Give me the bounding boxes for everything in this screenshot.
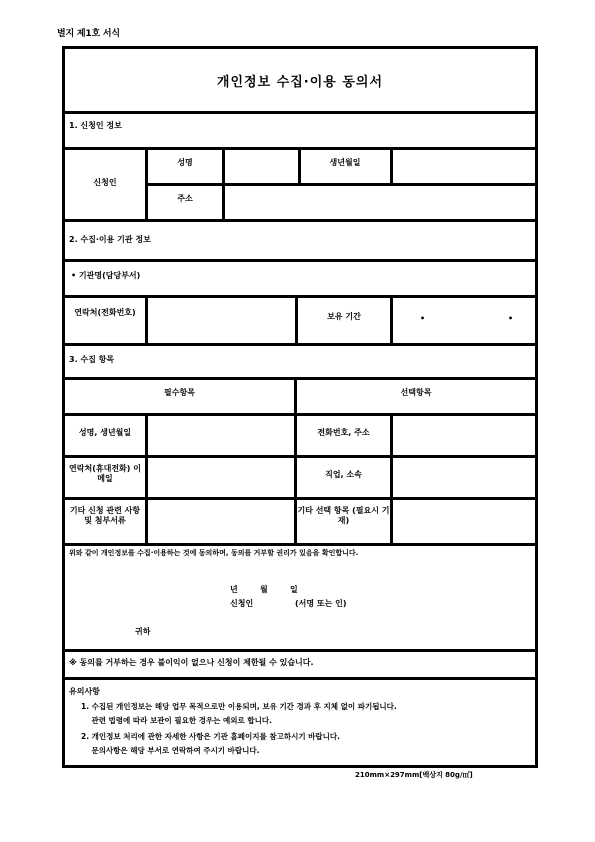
items-row	[65, 497, 535, 543]
consent-statement: 위와 같이 개인정보를 수집·이용하는 것에 동의하며, 동의를 거부할 권리가 있음을 확인합니다.	[69, 549, 359, 557]
form-number: 별지 제1호 서식	[57, 29, 120, 39]
form-title: 개인정보 수집·이용 동의서	[216, 75, 384, 90]
divider	[222, 150, 225, 219]
agency-row	[65, 259, 535, 295]
notes-line: 문의사항은 해당 부서로 연락하여 주시기 바랍니다.	[81, 746, 260, 755]
item-left-label: 연락처(휴대전화) 이메일	[69, 464, 141, 483]
item-right-label: 직업, 소속	[325, 470, 362, 479]
page-footer: 210mm×297mm[백상지 80g/㎡]	[355, 771, 473, 779]
consent-recipient: 귀하	[135, 627, 151, 636]
applicant-section-band	[65, 111, 535, 147]
divider	[390, 416, 393, 455]
divider	[390, 458, 393, 497]
item-left-label: 성명, 생년월일	[78, 428, 132, 437]
contact-row	[65, 295, 535, 343]
items-header-left: 필수항목	[164, 388, 195, 397]
applicant-block	[65, 147, 535, 219]
period-from[interactable]: •	[420, 314, 426, 323]
birth-label: 생년월일	[329, 158, 361, 167]
agency-name-label: • 기관명(담당부서)	[71, 271, 141, 280]
period-to[interactable]: •	[508, 314, 514, 323]
phone-label: 연락처(전화번호)	[74, 308, 136, 317]
notes-title: 유의사항	[69, 687, 100, 696]
divider	[145, 458, 148, 497]
item-left-label: 기타 신청 관련 사항 및 첨부서류	[69, 506, 141, 525]
item-right-label: 기타 선택 항목 (필요시 기재)	[297, 506, 390, 525]
address-label: 주소	[177, 194, 193, 203]
title-cell	[65, 49, 535, 111]
agency-section-band	[65, 219, 535, 259]
agency-section-title: 2. 수집·이용 기관 정보	[69, 235, 151, 244]
divider	[390, 500, 393, 543]
name-label: 성명	[177, 158, 193, 167]
notes-line: 1. 수집된 개인정보는 해당 업무 목적으로만 이용되며, 보유 기간 경과 후 지체 없이 파기됩니다.	[81, 702, 397, 711]
applicant-group-label: 신청인	[93, 178, 117, 187]
period-label: 보유 기간	[327, 312, 361, 321]
items-header-right: 선택항목	[400, 388, 432, 397]
divider	[145, 500, 148, 543]
refusal-row	[65, 649, 535, 677]
items-row	[65, 455, 535, 497]
consent-signature: 신청인 (서명 또는 인)	[230, 599, 347, 608]
form-frame	[62, 46, 538, 768]
divider	[390, 298, 393, 343]
item-right-label: 전화번호, 주소	[317, 428, 370, 437]
refusal-text: ※ 동의를 거부하는 경우 불이익이 없으나 신청이 제한될 수 있습니다.	[69, 658, 314, 667]
items-section-band	[65, 343, 535, 377]
divider	[145, 183, 535, 186]
items-row	[65, 413, 535, 455]
applicant-section-title: 1. 신청인 정보	[69, 121, 122, 130]
divider	[390, 150, 393, 183]
items-section-title: 3. 수집 항목	[69, 355, 115, 364]
consent-block	[65, 543, 535, 649]
divider	[145, 298, 148, 343]
divider	[145, 416, 148, 455]
notes-line: 2. 개인정보 처리에 관한 자세한 사항은 기관 홈페이지를 참고하시기 바랍니다.	[81, 732, 341, 741]
consent-date: 년 월 일	[230, 585, 298, 594]
notes-line: 관련 법령에 따라 보관이 필요한 경우는 예외로 합니다.	[81, 716, 272, 725]
notes-block	[65, 677, 535, 765]
items-header-row	[65, 377, 535, 413]
